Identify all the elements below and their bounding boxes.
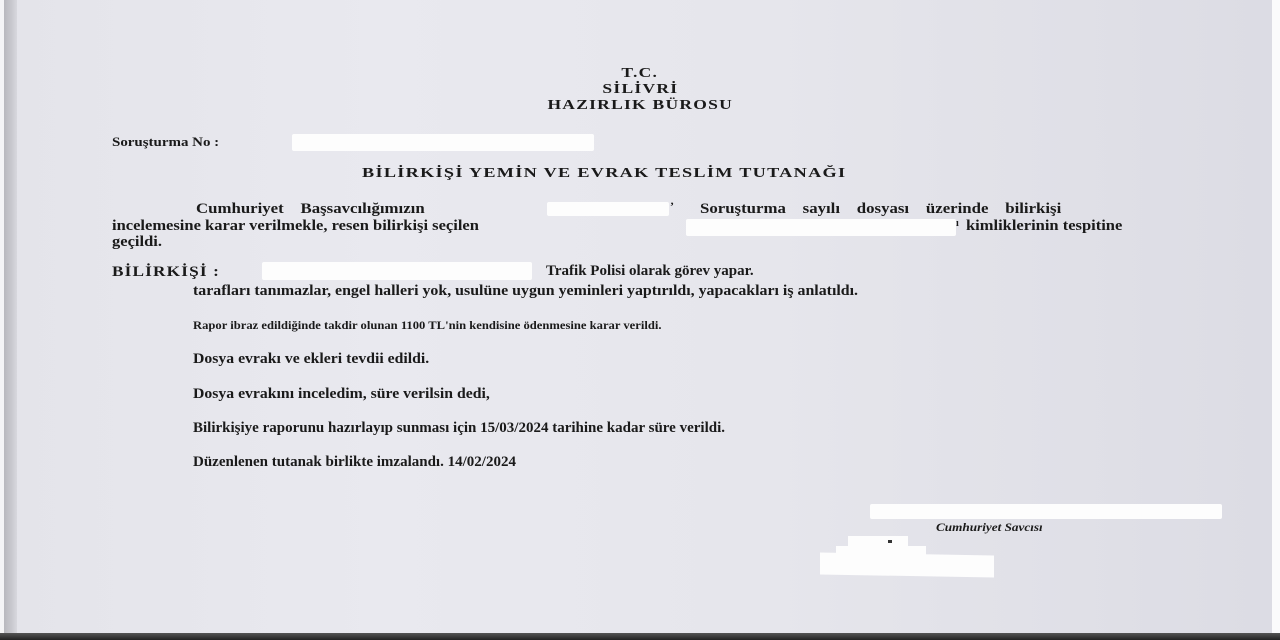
intro-line1-start: Cumhuriyet Başsavcılığımızın xyxy=(196,201,425,217)
intro-mark-2: ı xyxy=(956,218,959,229)
fee-note: Rapor ibraz edildiğinde takdir olunan 1100 TL'nin kendisine ödenmesine karar verildi. xyxy=(193,318,662,332)
header-bureau: HAZIRLIK BÜROSU xyxy=(547,98,733,113)
signature-redaction-main xyxy=(820,552,994,577)
line-documents-delivered: Dosya evrakı ve ekleri tevdii edildi. xyxy=(193,351,430,367)
intro-line2-end: kimliklerinin tespitine xyxy=(966,218,1123,234)
signature-ink-mark xyxy=(888,540,892,543)
line-deadline: Bilirkişiye raporunu hazırlayıp sunması için 15/03/2024 tarihine kadar süre verildi. xyxy=(193,420,726,436)
intro-redaction-2 xyxy=(686,219,956,236)
expert-name-redaction xyxy=(262,262,532,280)
expert-label: BİLİRKİŞİ : xyxy=(112,264,221,280)
scan-edge-bottom xyxy=(0,633,1280,640)
header-silivri: SİLİVRİ xyxy=(602,82,678,97)
expert-statement: tarafları tanımazlar, engel halleri yok, usulüne uygun yeminleri yaptırıldı, yapacakları iş anlatıldı. xyxy=(193,283,859,299)
intro-mark: ’ xyxy=(670,199,674,213)
prosecutor-name-redaction xyxy=(870,504,1222,519)
scan-edge-right xyxy=(1272,0,1280,633)
document-title: BİLİRKİŞİ YEMİN VE EVRAK TESLİM TUTANAĞI xyxy=(362,166,847,181)
investigation-no-label: Soruşturma No : xyxy=(112,134,220,149)
header-tc: T.C. xyxy=(621,66,659,81)
signature-title: Cumhuriyet Savcısı xyxy=(936,520,1043,534)
expert-role: Trafik Polisi olarak görev yapar. xyxy=(546,263,754,279)
line-expert-statement: Dosya evrakını inceledim, süre verilsin dedi, xyxy=(193,386,490,402)
intro-line3: geçildi. xyxy=(112,234,162,250)
line-signed-date: Düzenlenen tutanak birlikte imzalandı. 14/02/2024 xyxy=(193,454,516,470)
investigation-no-redaction xyxy=(292,134,594,151)
intro-line1-end: Soruşturma sayılı dosyası üzerinde bilirkişi xyxy=(700,201,1062,217)
intro-line2-start: incelemesine karar verilmekle, resen bilirkişi seçilen xyxy=(112,218,479,234)
intro-redaction-1 xyxy=(547,202,669,216)
